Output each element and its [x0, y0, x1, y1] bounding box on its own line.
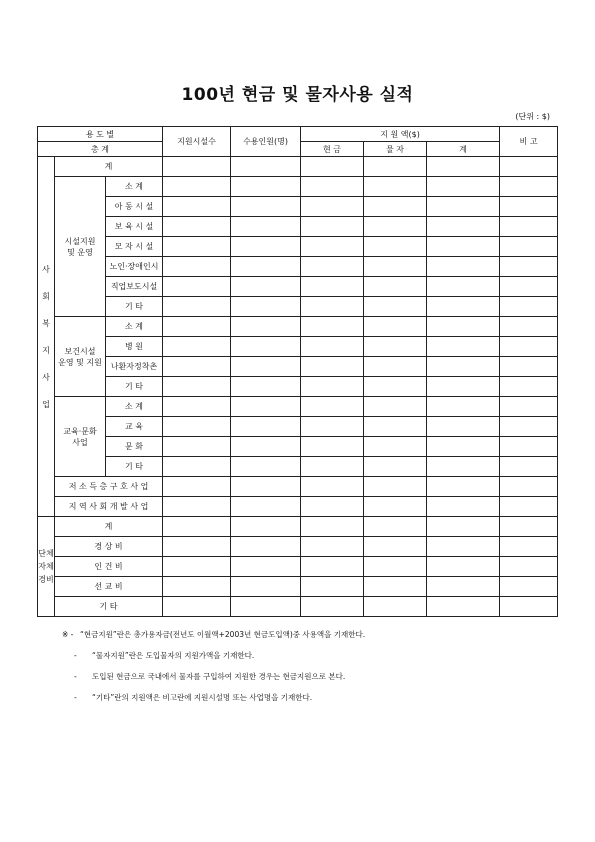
item-label: 인 건 비: [55, 557, 163, 577]
community-label: 지 역 사 회 개 발 사 업: [55, 497, 163, 517]
note-4: - “기타”란의 지원액은 비고란에 지원시설명 또는 사업명을 기재한다.: [74, 693, 313, 702]
item-label: 기 타: [106, 377, 163, 397]
table-row: [38, 377, 558, 397]
item-label: 기 타: [106, 457, 163, 477]
cell[interactable]: [231, 157, 301, 177]
cell[interactable]: [163, 157, 231, 177]
table-row: [38, 597, 558, 617]
item-label: 노인·장애인시: [106, 257, 163, 277]
item-label: 선 교 비: [55, 577, 163, 597]
note-3: - 도입된 현금으로 국내에서 물자를 구입하여 지원한 경우는 현금지원으로 본다.: [74, 672, 346, 681]
table-row: [38, 317, 558, 337]
header-remarks: 비 고: [500, 127, 558, 157]
item-label: 기 타: [55, 597, 163, 617]
item-label: 계: [55, 517, 163, 537]
table-row: [38, 437, 558, 457]
item-label: 소 계: [106, 317, 163, 337]
welfare-total-label: 계: [55, 157, 163, 177]
header-usage: 용 도 별: [38, 127, 163, 142]
group-health-facility: 보건시설 운영 및 지원: [55, 317, 106, 397]
item-label: 소 계: [106, 177, 163, 197]
header-support-amount: 지 원 액($): [301, 127, 500, 142]
cell[interactable]: [427, 157, 500, 177]
table-row: [38, 217, 558, 237]
note-2: - “물자지원”란은 도입물자의 지원가액을 기재한다.: [74, 651, 255, 660]
table-row: [38, 517, 558, 537]
item-label: 병 원: [106, 337, 163, 357]
table-row: [38, 237, 558, 257]
item-label: 직업보도시설: [106, 277, 163, 297]
table-row: [38, 177, 558, 197]
table-row: [38, 457, 558, 477]
item-label: 문 화: [106, 437, 163, 457]
table-row: [38, 277, 558, 297]
low-income-label: 저 소 득 층 구 호 사 업: [55, 477, 163, 497]
page-title: 100년 현금 및 물자사용 실적: [181, 85, 414, 105]
table-row: [38, 497, 558, 517]
header-capacity: 수용인원(명): [231, 127, 301, 157]
cell[interactable]: [301, 157, 364, 177]
item-label: 보 육 시 설: [106, 217, 163, 237]
unit-label: (단위 : $): [515, 112, 550, 121]
table-row: [38, 297, 558, 317]
section-welfare: 사 회 복 지 사 업: [38, 157, 55, 517]
table-row: [38, 557, 558, 577]
item-label: 기 타: [106, 297, 163, 317]
header-total: 총 계: [38, 142, 163, 157]
item-label: 경 상 비: [55, 537, 163, 557]
table-row: [38, 577, 558, 597]
table-row: [38, 417, 558, 437]
item-label: 나환자정착촌: [106, 357, 163, 377]
group-facility-support: 시설지원 및 운영: [55, 177, 106, 317]
section-org-expense: 단체 자체 경비: [38, 517, 55, 617]
usage-table: [37, 126, 558, 617]
table-row: [38, 397, 558, 417]
table-row: [38, 477, 558, 497]
item-label: 소 계: [106, 397, 163, 417]
cell[interactable]: [364, 157, 427, 177]
table-row: [38, 337, 558, 357]
group-education-culture: 교육·문화 사업: [55, 397, 106, 477]
table-row: [38, 197, 558, 217]
cell[interactable]: [500, 157, 558, 177]
table-row: [38, 257, 558, 277]
header-goods: 물 자: [364, 142, 427, 157]
header-row-1: [38, 127, 558, 142]
table-row: [38, 157, 558, 177]
note-1: ※ - “현금지원”란은 총가용자금(전년도 이월액+2003년 현금도입액)중 사용액을 기재한다.: [62, 630, 366, 639]
notes: [62, 624, 365, 708]
table-row: [38, 537, 558, 557]
table-row: [38, 357, 558, 377]
item-label: 교 육: [106, 417, 163, 437]
header-cash: 현 금: [301, 142, 364, 157]
header-sum: 계: [427, 142, 500, 157]
item-label: 아 동 시 설: [106, 197, 163, 217]
item-label: 모 자 시 설: [106, 237, 163, 257]
header-facilities: 지원시설수: [163, 127, 231, 157]
